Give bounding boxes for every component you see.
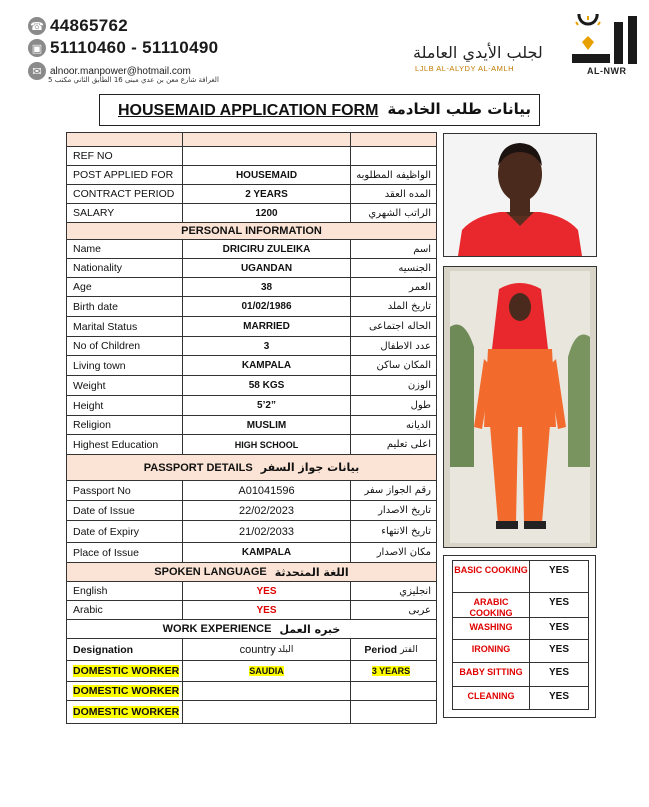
- row-salary: [67, 204, 436, 223]
- row-experience-1: [67, 661, 436, 682]
- label-ar: العمر: [409, 281, 431, 293]
- value: 5’2”: [183, 396, 351, 415]
- row-post-applied: [67, 166, 436, 185]
- section-heading: PERSONAL INFORMATION: [181, 225, 322, 237]
- row-living-town: [67, 356, 436, 376]
- table-header-strip: [67, 133, 436, 147]
- period: 3 YEARS: [371, 666, 411, 676]
- label-en: Arabic: [67, 601, 183, 619]
- section-personal-information: [67, 223, 436, 240]
- row-birth-date: [67, 297, 436, 317]
- col-country-ar: البلد: [277, 644, 294, 655]
- label-en: POST APPLIED FOR: [67, 166, 183, 184]
- skill-name: IRONING: [452, 640, 530, 663]
- skill-value: YES: [530, 560, 589, 593]
- mail-icon: ✉: [28, 62, 46, 80]
- form-title-arabic: بيانات طلب الخادمة: [387, 100, 531, 118]
- row-ref-no: [67, 147, 436, 166]
- value: 38: [183, 278, 351, 296]
- label-ar: الديانه: [405, 419, 431, 431]
- label-en: Height: [67, 396, 183, 415]
- section-heading-en: SPOKEN LANGUAGE: [154, 566, 267, 578]
- label-en: Nationality: [67, 259, 183, 277]
- skill-name: WASHING: [452, 618, 530, 640]
- value: A01041596: [183, 481, 351, 500]
- col-period: Period: [364, 643, 398, 656]
- form-title-english: HOUSEMAID APPLICATION FORM: [118, 102, 379, 119]
- section-heading-ar: خبره العمل: [279, 622, 341, 636]
- company-name-latin: LJLB AL-ALYDY AL-AMLH: [415, 64, 515, 73]
- full-body-image: [444, 267, 596, 547]
- row-place-of-issue: [67, 543, 436, 563]
- label-ar: انجليزي: [399, 585, 431, 597]
- designation: DOMESTIC WORKER: [73, 665, 180, 677]
- country: SAUDIA: [249, 666, 284, 676]
- designation: DOMESTIC WORKER: [73, 685, 180, 697]
- row-education: [67, 435, 436, 455]
- value: UGANDAN: [183, 259, 351, 277]
- period: [351, 682, 436, 700]
- section-heading-ar: بيانات جواز السفر: [260, 461, 360, 474]
- col-period-ar: الفتر: [400, 644, 418, 655]
- mobile-icon: ▣: [28, 39, 46, 57]
- label-en: Place of Issue: [67, 543, 183, 562]
- phone-number-2: 51110460 - 51110490: [50, 38, 219, 57]
- section-spoken-language: [67, 563, 436, 582]
- skill-row: [452, 687, 589, 710]
- label-ar: تاريخ الاصدار: [378, 505, 431, 516]
- row-age: [67, 278, 436, 297]
- skill-value: YES: [530, 663, 589, 687]
- label-en: Religion: [67, 416, 183, 434]
- label-ar: الراتب الشهري: [368, 207, 431, 219]
- skill-row: [452, 640, 589, 663]
- office-address: الغرافة شارع معن بن عدي مبنى 16 الطابق الثاني مكتب 5: [48, 76, 219, 84]
- label-ar: تاريخ الملد: [387, 301, 431, 312]
- value: YES: [183, 582, 351, 600]
- value: 1200: [183, 204, 351, 222]
- value: 01/02/1986: [183, 297, 351, 316]
- label-en: Birth date: [67, 297, 183, 316]
- headshot-image: [444, 134, 596, 256]
- row-nationality: [67, 259, 436, 278]
- skill-value: YES: [530, 640, 589, 663]
- label-ar: طول: [410, 400, 431, 411]
- value: HOUSEMAID: [183, 166, 351, 184]
- section-work-experience: [67, 620, 436, 639]
- label-en: REF NO: [67, 147, 183, 165]
- col-country: country: [239, 643, 276, 656]
- col-designation: Designation: [67, 639, 183, 660]
- label-ar: الواظيفه المطلوبه: [356, 169, 431, 181]
- label-en: Age: [67, 278, 183, 296]
- skill-name: BABY SITTING: [452, 663, 530, 687]
- row-date-of-expiry: [67, 521, 436, 543]
- form-title-box: [99, 94, 540, 126]
- company-name-arabic: لجلب الأيدي العاملة: [413, 43, 543, 62]
- label-en: Passport No: [67, 481, 183, 500]
- company-logo-mark: [568, 14, 642, 66]
- skill-row: [452, 560, 589, 593]
- label-ar: مكان الاصدار: [376, 547, 431, 558]
- label-ar: تاريخ الانتهاء: [381, 526, 431, 537]
- row-marital-status: [67, 317, 436, 337]
- full-body-photo: [443, 266, 597, 548]
- label-en: SALARY: [67, 204, 183, 222]
- value: 21/02/2033: [183, 521, 351, 542]
- skill-value: YES: [530, 687, 589, 710]
- skill-value: YES: [530, 618, 589, 640]
- skills-table: [443, 555, 596, 718]
- label-en: Living town: [67, 356, 183, 375]
- skill-row: [452, 593, 589, 618]
- designation: DOMESTIC WORKER: [73, 706, 180, 718]
- row-passport-no: [67, 481, 436, 501]
- value: 3: [183, 337, 351, 355]
- row-english: [67, 582, 436, 601]
- row-height: [67, 396, 436, 416]
- value: MARRIED: [183, 317, 351, 336]
- label-en: Date of Expiry: [67, 521, 183, 542]
- label-ar: الوزن: [407, 380, 431, 391]
- label-en: Marital Status: [67, 317, 183, 336]
- row-experience-2: [67, 682, 436, 701]
- value: YES: [183, 601, 351, 619]
- period: [351, 701, 436, 723]
- label-en: CONTRACT PERIOD: [67, 185, 183, 203]
- row-name: [67, 240, 436, 259]
- label-ar: المده العقد: [384, 188, 431, 200]
- email-address: alnoor.manpower@hotmail.com: [50, 65, 191, 77]
- label-en: Highest Education: [67, 435, 183, 454]
- skill-name: ARABIC COOKING: [452, 593, 530, 618]
- label-ar: عدد الاطفال: [380, 340, 431, 352]
- row-children: [67, 337, 436, 356]
- row-experience-columns: [67, 639, 436, 661]
- skill-value: YES: [530, 593, 589, 618]
- contact-phone-1: [28, 16, 128, 36]
- label-ar: المكان ساكن: [376, 360, 431, 371]
- value: KAMPALA: [183, 543, 351, 562]
- value: 22/02/2023: [183, 501, 351, 520]
- label-ar: عربى: [408, 604, 431, 616]
- label-en: English: [67, 582, 183, 600]
- section-passport-details: [67, 455, 436, 481]
- passport-photo: [443, 133, 597, 257]
- label-en: Weight: [67, 376, 183, 395]
- label-en: Name: [67, 240, 183, 258]
- row-experience-3: [67, 701, 436, 723]
- skill-name: BASIC COOKING: [452, 560, 530, 593]
- application-form-table: [66, 132, 437, 724]
- label-ar: الحاله اجتماعى: [368, 321, 431, 332]
- row-arabic: [67, 601, 436, 620]
- label-ar: الجنسيه: [398, 262, 431, 274]
- skill-name: CLEANING: [452, 687, 530, 710]
- section-heading-en: WORK EXPERIENCE: [162, 623, 272, 635]
- country: [183, 701, 351, 723]
- section-heading-ar: اللغة المتحدثة: [274, 565, 349, 579]
- row-date-of-issue: [67, 501, 436, 521]
- value: MUSLIM: [183, 416, 351, 434]
- phone-number-1: 44865762: [50, 16, 129, 35]
- value: [183, 147, 351, 165]
- row-contract-period: [67, 185, 436, 204]
- row-weight: [67, 376, 436, 396]
- value: 58 KGS: [183, 376, 351, 395]
- company-logo-subtext: AL-NWR: [587, 66, 627, 76]
- skill-row: [452, 663, 589, 687]
- phone-icon: ☎: [28, 17, 46, 35]
- label-en: No of Children: [67, 337, 183, 355]
- value: KAMPALA: [183, 356, 351, 375]
- value: HIGH SCHOOL: [183, 435, 351, 454]
- skill-row: [452, 618, 589, 640]
- label-ar: [351, 147, 436, 165]
- label-en: Date of Issue: [67, 501, 183, 520]
- label-ar: اسم: [413, 243, 431, 255]
- value: 2 YEARS: [183, 185, 351, 203]
- value: DRICIRU ZULEIKA: [183, 240, 351, 258]
- section-heading-en: PASSPORT DETAILS: [143, 461, 253, 474]
- contact-phone-2: [28, 38, 218, 58]
- label-ar: اعلى تعليم: [386, 439, 431, 450]
- row-religion: [67, 416, 436, 435]
- country: [183, 682, 351, 700]
- label-ar: رقم الجواز سفر: [364, 485, 431, 496]
